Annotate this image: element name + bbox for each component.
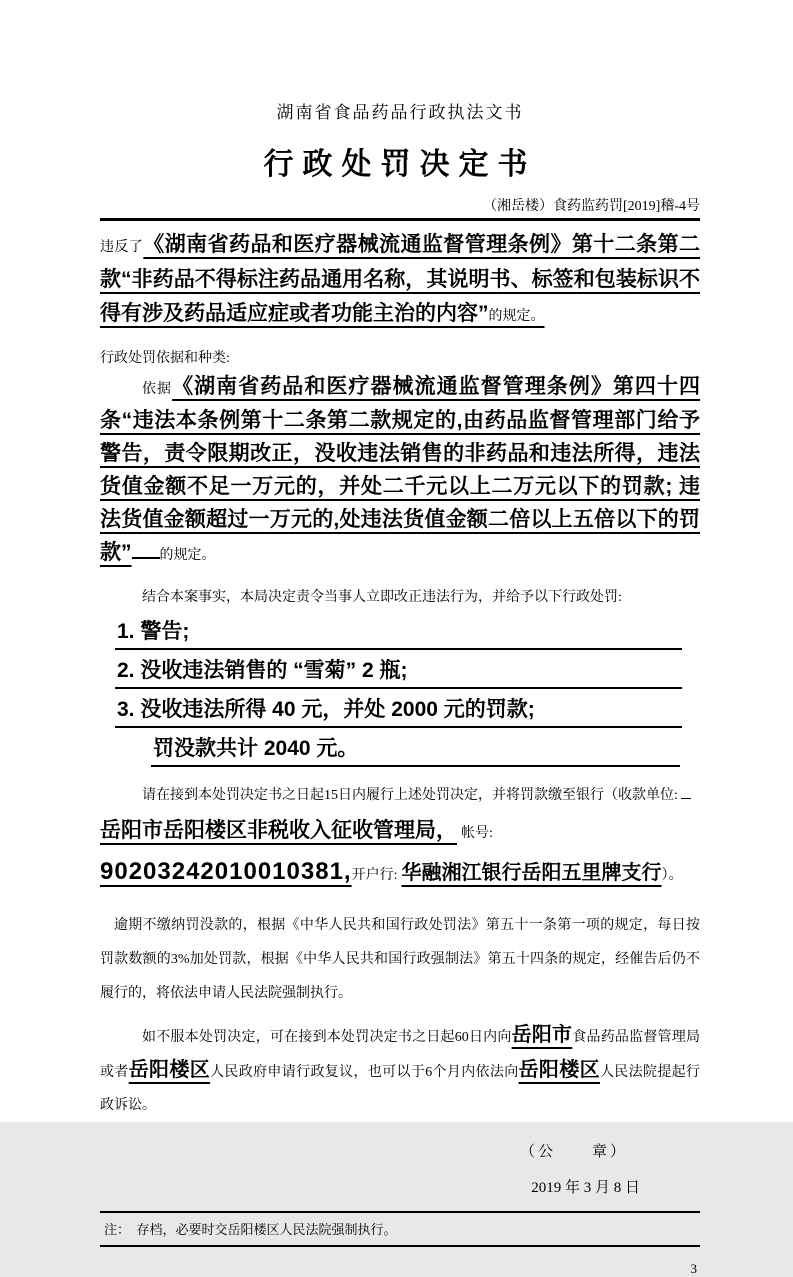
penalty-item-2: 2. 没收违法销售的 “雪菊” 2 瓶;: [115, 658, 682, 689]
page-number: 3: [690, 1261, 697, 1276]
document-content: [100, 0, 700, 1277]
doc-type-heading: 湖南省食品药品行政执法文书: [276, 103, 524, 122]
payment-closing: ）。: [661, 868, 683, 883]
penalty-item-3: 3. 没收违法所得 40 元，并处 2000 元的罚款;: [115, 697, 682, 728]
payee-name: 岳阳市岳阳楼区非税收入征收管理局，: [100, 819, 457, 842]
decision-intro: 结合本案事实，本局决定责令当事人立即改正违法行为，并给予以下行政处罚:: [142, 590, 622, 605]
bank-label: 开户行:: [351, 868, 398, 883]
appeal-seg2: 食品药品监督管理局或者: [100, 1030, 701, 1080]
violation-prefix: 违反了: [100, 240, 144, 255]
appeal-authority-district: 岳阳楼区: [128, 1059, 211, 1081]
appeal-seg1: 如不服本处罚决定，可在接到本处罚决定书之日起60日内向: [142, 1030, 512, 1045]
account-number: 90203242010010381,: [100, 858, 352, 885]
appeal-court-district: 岳阳楼区: [518, 1059, 600, 1081]
penalty-item-1: 1. 警告;: [115, 619, 682, 650]
basis-paragraph: [100, 371, 700, 571]
violation-paragraph: [100, 229, 700, 333]
page-title: 行政处罚决定书: [263, 148, 537, 181]
basis-prefix: 依据: [142, 382, 173, 397]
header-rule: [100, 218, 700, 221]
archive-note: 注： 存档，必要时交岳阳楼区人民法院强制执行。: [104, 1222, 397, 1237]
payment-instruction-text: 请在接到本处罚决定书之日起15日内履行上述处罚决定，并将罚款缴至银行（收款单位:: [142, 788, 678, 803]
appeal-paragraph: [100, 1019, 700, 1122]
footer-note-block: [100, 1211, 700, 1247]
penalty-total: 罚没款共计 2040 元。: [151, 736, 680, 767]
payment-instruction: [100, 783, 700, 809]
appeal-authority-city: 岳阳市: [511, 1024, 573, 1046]
appeal-seg4: 人民法院提起行政诉讼。: [100, 1065, 701, 1113]
basis-suffix: 的规定。: [159, 548, 216, 563]
basis-filled-text: 《湖南省药品和医疗器械流通监督管理条例》第四十四条“违法本条例第十二条第二款规定的,由药品监督管理部门给予警告，责令限期改正，没收违法销售的非药品和违法所得，违法货值金额不足一万元的，并处二千元以上二万元以下的罚款; 违法货值金额超过一万元的,处违法货值金额二倍以上五倍以下的罚款”: [100, 375, 701, 564]
decision-date: 2019 年 3 月 8 日: [531, 1180, 640, 1196]
overdue-paragraph: 逾期不缴纳罚没款的，根据《中华人民共和国行政处罚法》第五十一条第一项的规定，每日按罚款数额的3%加处罚款，根据《中华人民共和国行政强制法》第五十四条的规定，经催告后仍不履行的，将依法申请人民法院强制执行。: [100, 918, 700, 1001]
basis-section-label: 行政处罚依据和种类:: [100, 351, 230, 366]
note-rule-bottom: [100, 1245, 700, 1247]
violation-filled-text: 《湖南省药品和医疗器械流通监督管理条例》第十二条第二款“非药品不得标注药品通用名称，其说明书、标签和包装标识不得有涉及药品适应症或者功能主治的内容”: [100, 233, 701, 325]
payment-account-line: [100, 855, 700, 893]
blank-underline: [132, 543, 160, 559]
bank-name: 华融湘江银行岳阳五里牌支行: [401, 862, 662, 884]
payment-paragraph: [100, 783, 700, 893]
doc-number: （湘岳楼）食药监药罚[2019]稽-4号: [483, 199, 700, 214]
payment-payee-line: [100, 814, 700, 851]
appeal-seg3: 人民政府申请行政复议，也可以于6个月内依法向: [210, 1065, 519, 1080]
blank-underline: [681, 784, 691, 799]
account-label: 帐号:: [461, 826, 493, 841]
seal-placeholder: （公 章）: [519, 1144, 628, 1160]
violation-suffix: 的规定。: [488, 309, 545, 324]
penalty-list: [115, 619, 700, 767]
